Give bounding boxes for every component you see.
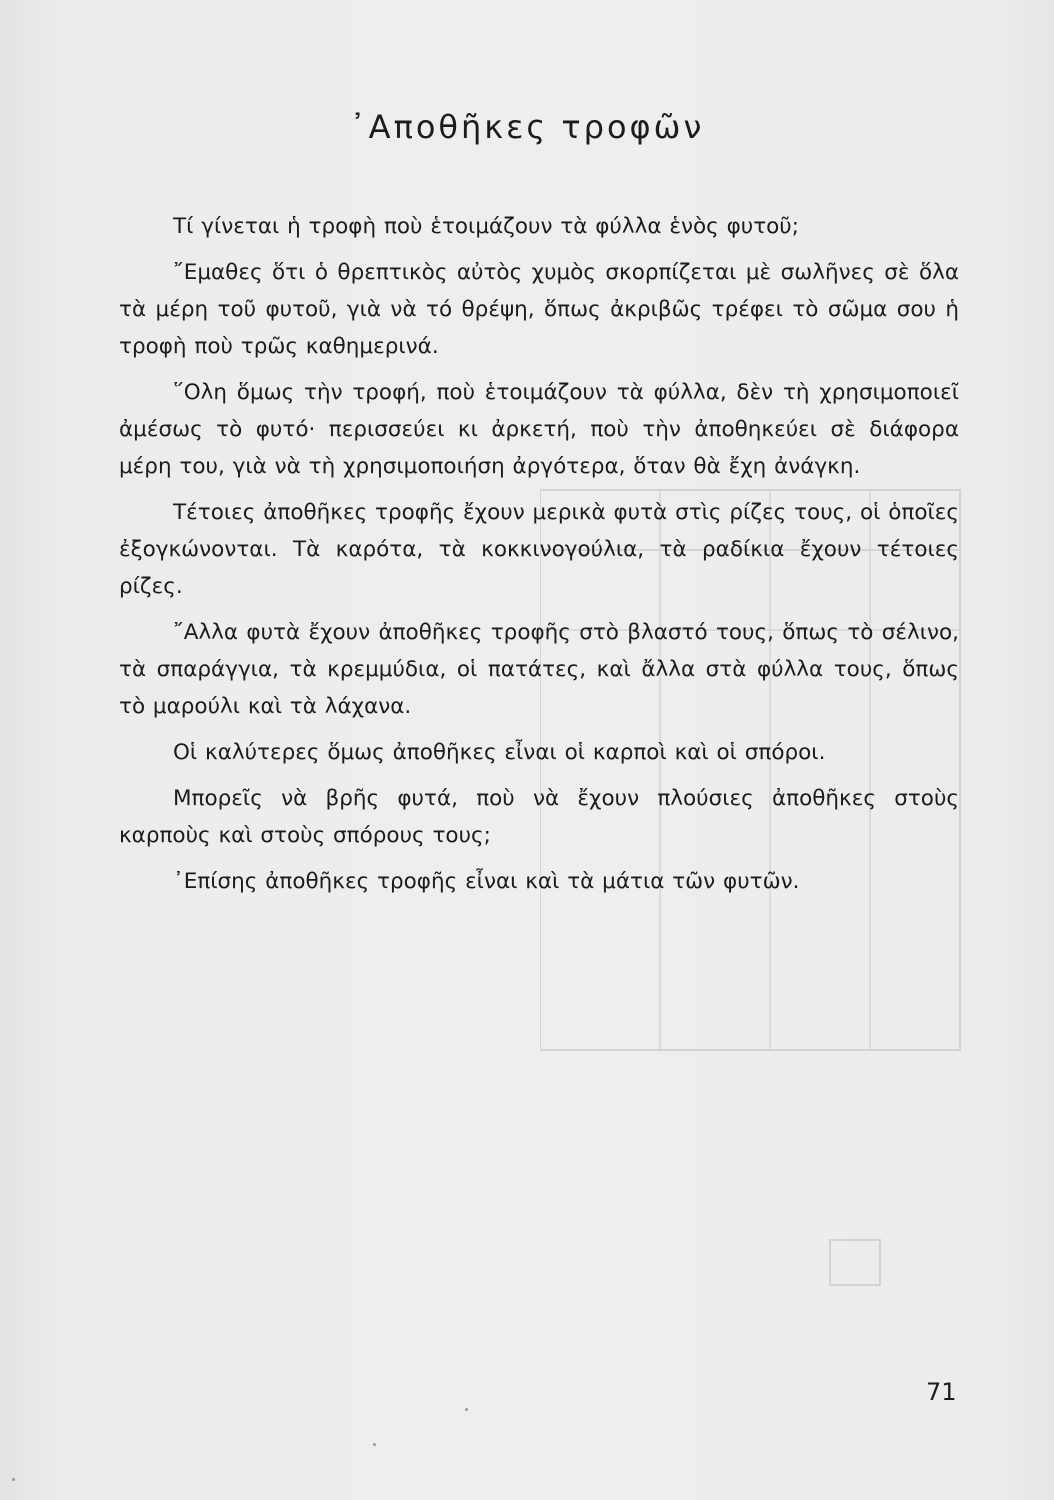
paragraph-question-food: Τί γίνεται ἡ τροφὴ ποὺ ἑτοιμάζουν τὰ φύλλα ἑνὸς φυτοῦ;	[173, 214, 799, 239]
body-text	[119, 208, 959, 909]
page-title: ᾿Αποθῆκες τροφῶν	[349, 108, 705, 146]
paper-speck	[373, 1443, 376, 1446]
paragraph-stems-leaves: ῎Αλλα φυτὰ ἔχουν ἀποθῆκες τροφῆς στὸ βλαστό τους, ὅπως τὸ σέλινο, τὰ σπαράγγια, τὰ κρεμμύδια, οἱ πατάτες, καὶ ἄλλα στὰ φύλλα τους, ὅπως τὸ μαρούλι καὶ τὰ λάχανα.	[119, 620, 959, 719]
paragraph-roots: Τέτοιες ἀποθῆκες τροφῆς ἔχουν μερικὰ φυτὰ στὶς ρίζες τους, οἱ ὁποῖες ἐξογκώνονται. Τὰ καρότα, τὰ κοκκινογούλια, τὰ ραδίκια ἔχουν τέτοιες ρίζες.	[119, 500, 959, 599]
paper-speck	[465, 1408, 468, 1411]
paragraph-nutrient-sap: ῎Εμαθες ὅτι ὁ θρεπτικὸς αὐτὸς χυμὸς σκορπίζεται μὲ σωλῆνες σὲ ὅλα τὰ μέρη τοῦ φυτοῦ, γιὰ νὰ τό θρέψη, ὅπως ἀκριβῶς τρέφει τὸ σῶμα σου ἡ τροφὴ ποὺ τρῶς καθημερινά.	[119, 260, 959, 359]
paragraph-buds: ᾿Επίσης ἀποθῆκες τροφῆς εἶναι καὶ τὰ μάτια τῶν φυτῶν.	[173, 869, 800, 894]
paper-speck	[12, 1478, 15, 1481]
paragraph-stored-food: ῞Ολη ὅμως τὴν τροφή, ποὺ ἑτοιμάζουν τὰ φύλλα, δὲν τὴ χρησιμοποιεῖ ἀμέσως τὸ φυτό· περισσεύει κι ἀρκετή, ποὺ τὴν ἀποθηκεύει σὲ διάφορα μέρη του, γιὰ νὰ τὴ χρησιμοποιήση ἀργότερα, ὅταν θὰ ἔχη ἀνάγκη.	[119, 380, 959, 479]
page-number: 71	[926, 1378, 957, 1406]
paragraph-fruits-seeds: Οἱ καλύτερες ὅμως ἀποθῆκες εἶναι οἱ καρποὶ καὶ οἱ σπόροι.	[173, 740, 826, 765]
paragraph-question-fruits: Μπορεῖς νὰ βρῆς φυτά, ποὺ νὰ ἔχουν πλούσιες ἀποθῆκες στοὺς καρποὺς καὶ στοὺς σπόρους τους;	[119, 786, 959, 848]
